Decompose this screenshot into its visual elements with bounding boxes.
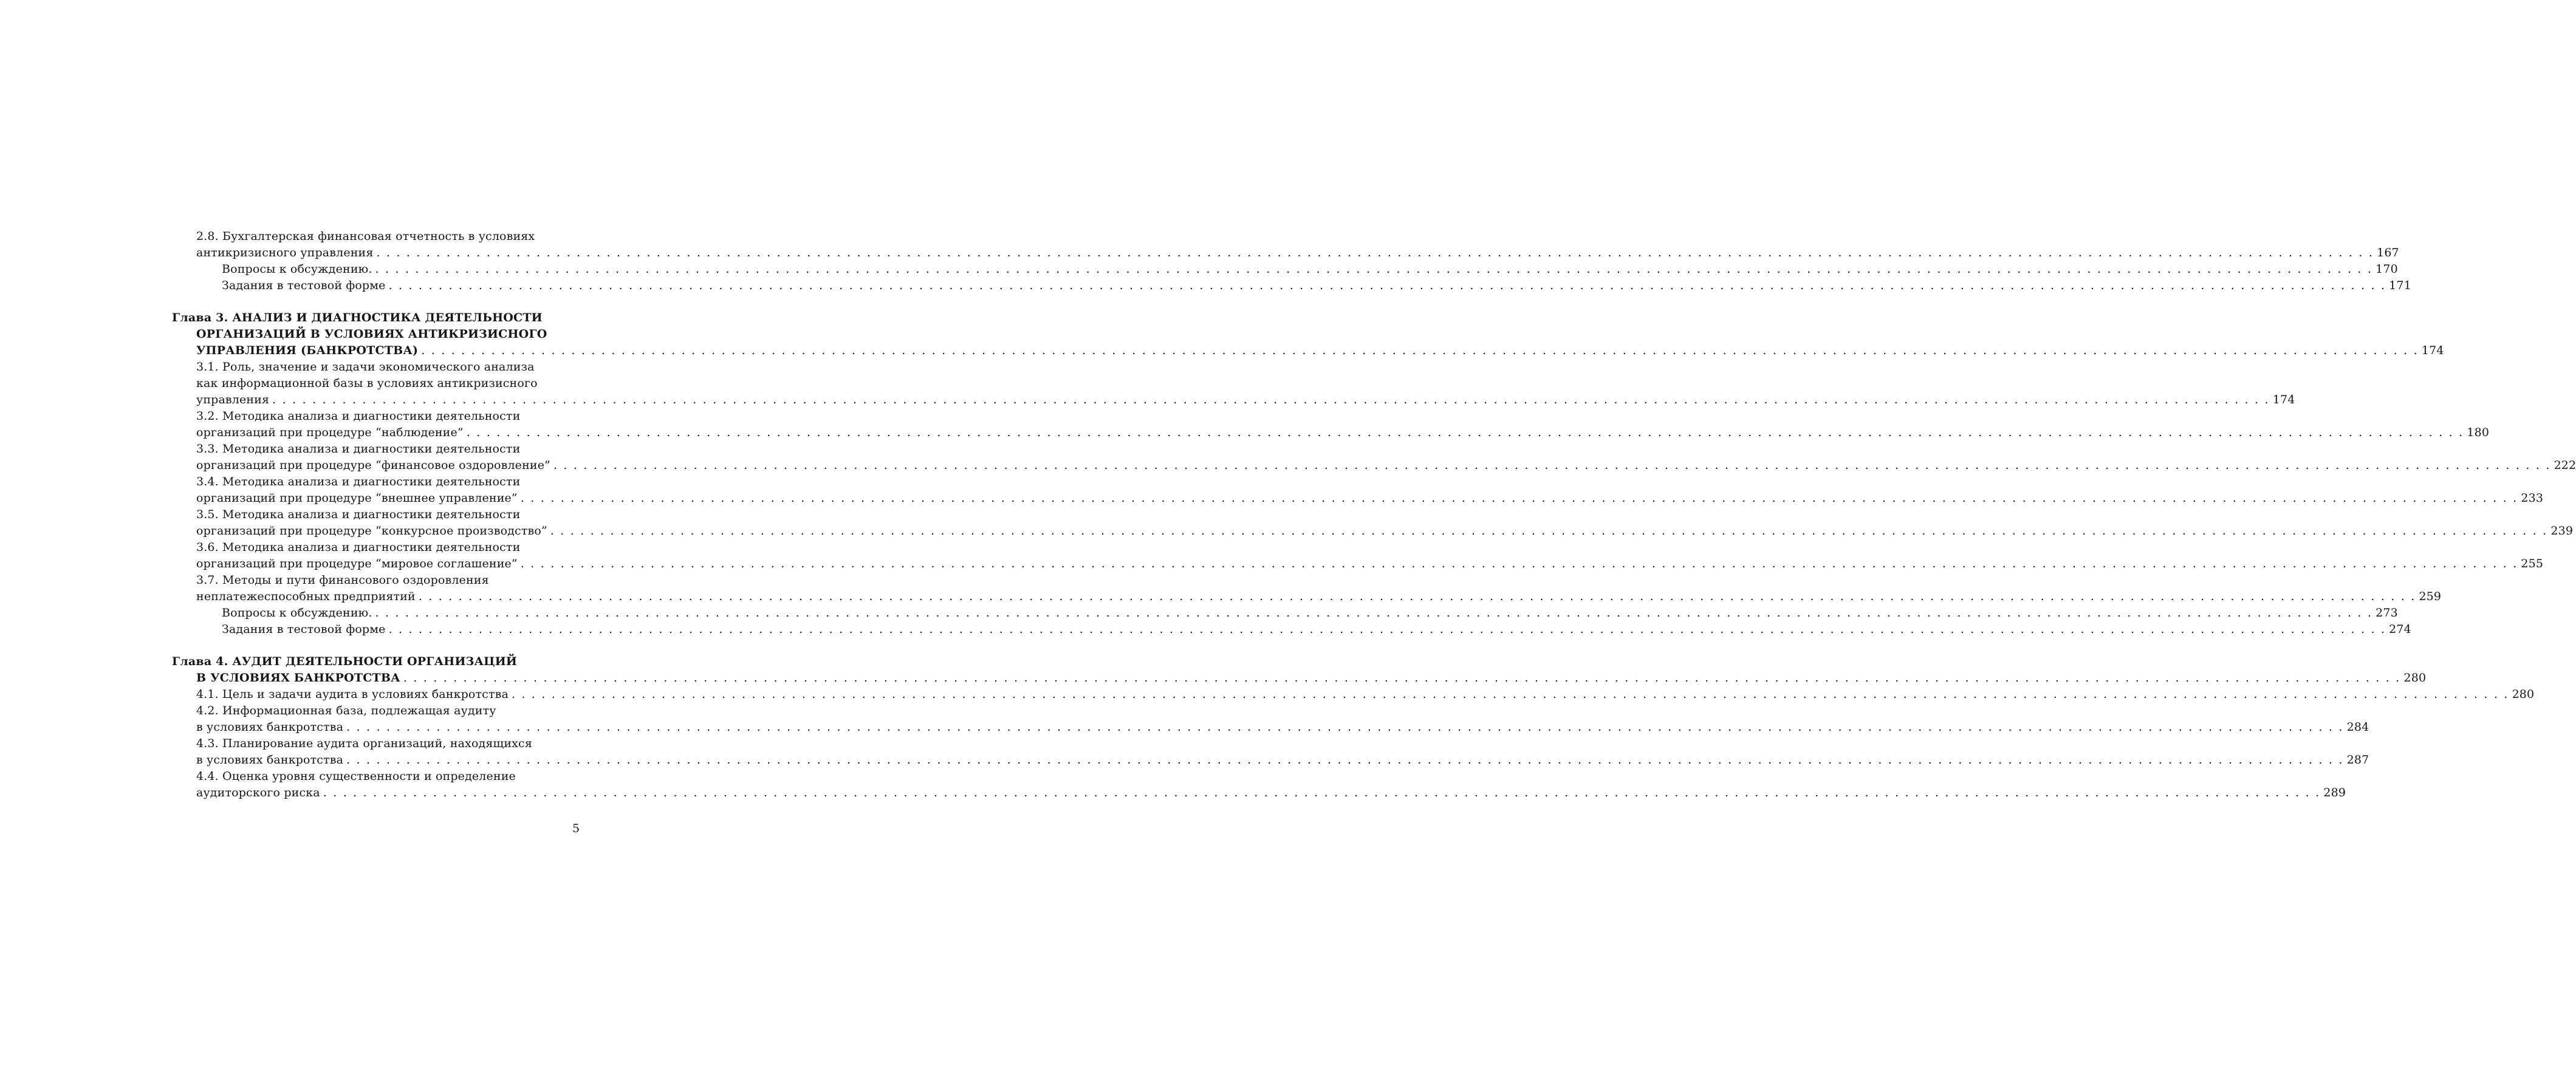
toc-page-number: 180 xyxy=(2467,426,2490,439)
toc-entry-line xyxy=(172,785,2346,801)
toc-entry-text: Задания в тестовой форме xyxy=(222,623,386,636)
dot-leader: . . . . . . . . . . . . . . . . . . . . . . . . . . . . . . . . . . . . . . . . . . . . . . . . . . . . . . . . . . . . . . . . . . . . . . . . . . . . . . . . . . . . . . . . . . . . . . . . . . . . . . . . . . . . . . . . . . . . . . . . . . . . . . . . . . . . . . . . . . . . . . . . . . . . . . . . . . . . . . . . . . . . . . . . . . . . . . . . . . . . . . . . . . . . . . . . . . . . . . . . xyxy=(388,623,2386,636)
toc-entry-line xyxy=(172,539,583,556)
toc-entry-line xyxy=(172,474,583,490)
dot-leader: . . . . . . . . . . . . . . . . . . . . . . . . . . . . . . . . . . . . . . . . . . . . . . . . . . . . . . . . . . . . . . . . . . . . . . . . . . . . . . . . . . . . . . . . . . . . . . . . . . . . . . . . . . . . . . . . . . . . . . . . . . . . . . . . . . . . . . . . . . . . . . . . . . . . . . . . . . . . . . . . . . . . . . . . . . . . . . . . . . . . . . . . . . . . . . . . . . . . . . . . xyxy=(346,753,2344,767)
toc-entry-text: организаций при процедуре “конкурсное производство” xyxy=(196,524,547,538)
dot-leader: . . . . . . . . . . . . . . . . . . . . . . . . . . . . . . . . . . . . . . . . . . . . . . . . . . . . . . . . . . . . . . . . . . . . . . . . . . . . . . . . . . . . . . . . . . . . . . . . . . . . . . . . . . . . . . . . . . . . . . . . . . . . . . . . . . . . . . . . . . . . . . . . . . . . . . . . . . . . . . . . . . . . . . . . . . . . . . . . . . . . . . . . . . . . . . . . . . . . . . . . xyxy=(421,344,2419,357)
dot-leader: . . . . . . . . . . . . . . . . . . . . . . . . . . . . . . . . . . . . . . . . . . . . . . . . . . . . . . . . . . . . . . . . . . . . . . . . . . . . . . . . . . . . . . . . . . . . . . . . . . . . . . . . . . . . . . . . . . . . . . . . . . . . . . . . . . . . . . . . . . . . . . . . . . . . . . . . . . . . . . . . . . . . . . . . . . . . . . . . . . . . . . . . . . . . . . . . . . . . . . . . xyxy=(388,279,2386,292)
toc-page-number: 274 xyxy=(2389,623,2411,636)
toc-entry-text: 4.3. Планирование аудита организаций, находящихся xyxy=(196,737,532,750)
page-number: 5 xyxy=(572,822,580,835)
toc-entry-line xyxy=(172,523,2574,539)
toc-entry-text: организаций при процедуре “финансовое оздоровление” xyxy=(196,459,550,472)
toc-entry-line xyxy=(172,621,2411,638)
toc-entry-line xyxy=(172,556,2544,572)
dot-leader: . . . . . . . . . . . . . . . . . . . . . . . . . . . . . . . . . . . . . . . . . . . . . . . . . . . . . . . . . . . . . . . . . . . . . . . . . . . . . . . . . . . . . . . . . . . . . . . . . . . . . . . . . . . . . . . . . . . . . . . . . . . . . . . . . . . . . . . . . . . . . . . . . . . . . . . . . . . . . . . . . . . . . . . . . . . . . . . . . . . . . . . . . . . . . . . . . . . . . . . . xyxy=(511,688,2509,701)
toc-entry-text: организаций при процедуре “мировое соглашение” xyxy=(196,557,518,570)
toc-page-number: 287 xyxy=(2346,753,2369,767)
toc-entry-line xyxy=(172,359,583,375)
toc-page-number: 280 xyxy=(2403,671,2427,685)
toc-entry-line xyxy=(172,261,2398,278)
toc-entry-text: 3.3. Методика анализа и диагностики деятельности xyxy=(196,442,521,456)
toc-entry-text: Глава 4. АУДИТ ДЕЯТЕЛЬНОСТИ ОРГАНИЗАЦИЙ xyxy=(172,655,518,668)
toc-entry-line xyxy=(172,703,583,719)
toc-entry-text: организаций при процедуре “наблюдение” xyxy=(196,426,464,439)
toc-page-number: 289 xyxy=(2323,786,2346,799)
toc-page-number: 174 xyxy=(2272,393,2295,406)
toc-entry-text: организаций при процедуре “внешнее управление” xyxy=(196,491,518,505)
toc-entry-text: в условиях банкротства xyxy=(196,753,344,767)
toc-page-number: 239 xyxy=(2550,524,2574,538)
toc-entry-text: 3.5. Методика анализа и диагностики деятельности xyxy=(196,508,521,521)
dot-leader: . . . . . . . . . . . . . . . . . . . . . . . . . . . . . . . . . . . . . . . . . . . . . . . . . . . . . . . . . . . . . . . . . . . . . . . . . . . . . . . . . . . . . . . . . . . . . . . . . . . . . . . . . . . . . . . . . . . . . . . . . . . . . . . . . . . . . . . . . . . . . . . . . . . . . . . . . . . . . . . . . . . . . . . . . . . . . . . . . . . . . . . . . . . . . . . . . . . . . . . . xyxy=(550,524,2548,538)
toc-entry-line xyxy=(172,392,2295,408)
toc-entry-line xyxy=(172,375,583,392)
toc-chapter-line xyxy=(172,310,583,326)
toc-chapter-line xyxy=(172,670,2427,686)
dot-leader: . . . . . . . . . . . . . . . . . . . . . . . . . . . . . . . . . . . . . . . . . . . . . . . . . . . . . . . . . . . . . . . . . . . . . . . . . . . . . . . . . . . . . . . . . . . . . . . . . . . . . . . . . . . . . . . . . . . . . . . . . . . . . . . . . . . . . . . . . . . . . . . . . . . . . . . . . . . . . . . . . . . . . . . . . . . . . . . . . . . . . . . . . . . . . . . . . . . . . . . . xyxy=(375,262,2373,276)
toc-chapter-line xyxy=(172,326,583,343)
toc-entry-text: Вопросы к обсуждению. xyxy=(222,606,372,620)
toc-entry-line xyxy=(172,768,583,785)
dot-leader: . . . . . . . . . . . . . . . . . . . . . . . . . . . . . . . . . . . . . . . . . . . . . . . . . . . . . . . . . . . . . . . . . . . . . . . . . . . . . . . . . . . . . . . . . . . . . . . . . . . . . . . . . . . . . . . . . . . . . . . . . . . . . . . . . . . . . . . . . . . . . . . . . . . . . . . . . . . . . . . . . . . . . . . . . . . . . . . . . . . . . . . . . . . . . . . . . . . . . . . . xyxy=(403,671,2401,685)
toc-entry-line xyxy=(172,278,2411,294)
toc-entry-line xyxy=(172,736,583,752)
toc-entry-text: 2.8. Бухгалтерская финансовая отчетность в условиях xyxy=(196,230,535,243)
toc-page-number: 170 xyxy=(2376,262,2398,276)
toc-entry-line xyxy=(172,408,583,425)
toc-entry-line xyxy=(172,245,2399,261)
toc-entry-line xyxy=(172,752,2369,768)
toc-entry-line xyxy=(172,572,583,589)
toc-page-number: 280 xyxy=(2512,688,2535,701)
toc-entry-text: аудиторского риска xyxy=(196,786,320,799)
table-of-contents xyxy=(172,228,2576,801)
toc-entry-text: 4.4. Оценка уровня существенности и определение xyxy=(196,770,516,783)
toc-entry-text: УПРАВЛЕНИЯ (БАНКРОТСТВА) xyxy=(196,344,419,357)
toc-entry-line xyxy=(172,441,583,457)
toc-entry-line xyxy=(172,425,2490,441)
toc-entry-text: 3.2. Методика анализа и диагностики деятельности xyxy=(196,409,521,423)
toc-entry-text: Вопросы к обсуждению. xyxy=(222,262,372,276)
dot-leader: . . . . . . . . . . . . . . . . . . . . . . . . . . . . . . . . . . . . . . . . . . . . . . . . . . . . . . . . . . . . . . . . . . . . . . . . . . . . . . . . . . . . . . . . . . . . . . . . . . . . . . . . . . . . . . . . . . . . . . . . . . . . . . . . . . . . . . . . . . . . . . . . . . . . . . . . . . . . . . . . . . . . . . . . . . . . . . . . . . . . . . . . . . . . . . . . . . . . . . . . xyxy=(520,491,2518,505)
toc-entry-line xyxy=(172,605,2398,621)
toc-entry-text: Задания в тестовой форме xyxy=(222,279,386,292)
dot-leader: . . . . . . . . . . . . . . . . . . . . . . . . . . . . . . . . . . . . . . . . . . . . . . . . . . . . . . . . . . . . . . . . . . . . . . . . . . . . . . . . . . . . . . . . . . . . . . . . . . . . . . . . . . . . . . . . . . . . . . . . . . . . . . . . . . . . . . . . . . . . . . . . . . . . . . . . . . . . . . . . . . . . . . . . . . . . . . . . . . . . . . . . . . . . . . . . . . . . . . . . xyxy=(553,459,2551,472)
toc-entry-text: как информационной базы в условиях антикризисного xyxy=(196,377,538,390)
dot-leader: . . . . . . . . . . . . . . . . . . . . . . . . . . . . . . . . . . . . . . . . . . . . . . . . . . . . . . . . . . . . . . . . . . . . . . . . . . . . . . . . . . . . . . . . . . . . . . . . . . . . . . . . . . . . . . . . . . . . . . . . . . . . . . . . . . . . . . . . . . . . . . . . . . . . . . . . . . . . . . . . . . . . . . . . . . . . . . . . . . . . . . . . . . . . . . . . . . . . . . . . xyxy=(466,426,2464,439)
toc-page-number: 174 xyxy=(2421,344,2444,357)
dot-leader: . . . . . . . . . . . . . . . . . . . . . . . . . . . . . . . . . . . . . . . . . . . . . . . . . . . . . . . . . . . . . . . . . . . . . . . . . . . . . . . . . . . . . . . . . . . . . . . . . . . . . . . . . . . . . . . . . . . . . . . . . . . . . . . . . . . . . . . . . . . . . . . . . . . . . . . . . . . . . . . . . . . . . . . . . . . . . . . . . . . . . . . . . . . . . . . . . . . . . . . . xyxy=(520,557,2518,570)
toc-entry-line xyxy=(172,686,2535,703)
toc-page-number: 259 xyxy=(2419,590,2442,603)
toc-entry-line xyxy=(172,589,2442,605)
toc-page-number: 255 xyxy=(2521,557,2544,570)
toc-page-number: 233 xyxy=(2521,491,2544,505)
toc-chapter-line xyxy=(172,343,2444,359)
dot-leader: . . . . . . . . . . . . . . . . . . . . . . . . . . . . . . . . . . . . . . . . . . . . . . . . . . . . . . . . . . . . . . . . . . . . . . . . . . . . . . . . . . . . . . . . . . . . . . . . . . . . . . . . . . . . . . . . . . . . . . . . . . . . . . . . . . . . . . . . . . . . . . . . . . . . . . . . . . . . . . . . . . . . . . . . . . . . . . . . . . . . . . . . . . . . . . . . . . . . . . . . xyxy=(323,786,2321,799)
toc-page-number: 273 xyxy=(2376,606,2398,620)
toc-entry-line xyxy=(172,228,583,245)
toc-entry-text: Глава 3. АНАЛИЗ И ДИАГНОСТИКА ДЕЯТЕЛЬНОСТИ xyxy=(172,311,543,324)
toc-chapter-line xyxy=(172,654,583,670)
toc-page-number: 167 xyxy=(2377,246,2399,259)
toc-entry-text: 3.4. Методика анализа и диагностики деятельности xyxy=(196,475,521,488)
dot-leader: . . . . . . . . . . . . . . . . . . . . . . . . . . . . . . . . . . . . . . . . . . . . . . . . . . . . . . . . . . . . . . . . . . . . . . . . . . . . . . . . . . . . . . . . . . . . . . . . . . . . . . . . . . . . . . . . . . . . . . . . . . . . . . . . . . . . . . . . . . . . . . . . . . . . . . . . . . . . . . . . . . . . . . . . . . . . . . . . . . . . . . . . . . . . . . . . . . . . . . . . xyxy=(272,393,2270,406)
toc-entry-text: 3.7. Методы и пути финансового оздоровления xyxy=(196,573,489,587)
dot-leader: . . . . . . . . . . . . . . . . . . . . . . . . . . . . . . . . . . . . . . . . . . . . . . . . . . . . . . . . . . . . . . . . . . . . . . . . . . . . . . . . . . . . . . . . . . . . . . . . . . . . . . . . . . . . . . . . . . . . . . . . . . . . . . . . . . . . . . . . . . . . . . . . . . . . . . . . . . . . . . . . . . . . . . . . . . . . . . . . . . . . . . . . . . . . . . . . . . . . . . . . xyxy=(375,606,2373,620)
toc-entry-text: 4.2. Информационная база, подлежащая аудиту xyxy=(196,704,496,717)
toc-entry-line xyxy=(172,457,2576,474)
toc-entry-text: антикризисного управления xyxy=(196,246,374,259)
toc-entry-line xyxy=(172,719,2369,736)
toc-page-number: 284 xyxy=(2346,720,2369,734)
toc-entry-text: В УСЛОВИЯХ БАНКРОТСТВА xyxy=(196,671,400,685)
toc-entry-line xyxy=(172,507,583,523)
toc-entry-text: 4.1. Цель и задачи аудита в условиях банкротства xyxy=(196,688,509,701)
dot-leader: . . . . . . . . . . . . . . . . . . . . . . . . . . . . . . . . . . . . . . . . . . . . . . . . . . . . . . . . . . . . . . . . . . . . . . . . . . . . . . . . . . . . . . . . . . . . . . . . . . . . . . . . . . . . . . . . . . . . . . . . . . . . . . . . . . . . . . . . . . . . . . . . . . . . . . . . . . . . . . . . . . . . . . . . . . . . . . . . . . . . . . . . . . . . . . . . . . . . . . . . xyxy=(418,590,2416,603)
toc-entry-text: управления xyxy=(196,393,270,406)
toc-entry-text: 3.6. Методика анализа и диагностики деятельности xyxy=(196,541,521,554)
toc-entry-text: в условиях банкротства xyxy=(196,720,344,734)
toc-page-number: 171 xyxy=(2389,279,2411,292)
toc-page-number: 222 xyxy=(2554,459,2576,472)
dot-leader: . . . . . . . . . . . . . . . . . . . . . . . . . . . . . . . . . . . . . . . . . . . . . . . . . . . . . . . . . . . . . . . . . . . . . . . . . . . . . . . . . . . . . . . . . . . . . . . . . . . . . . . . . . . . . . . . . . . . . . . . . . . . . . . . . . . . . . . . . . . . . . . . . . . . . . . . . . . . . . . . . . . . . . . . . . . . . . . . . . . . . . . . . . . . . . . . . . . . . . . . xyxy=(346,720,2344,734)
toc-entry-text: неплатежеспособных предприятий xyxy=(196,590,416,603)
toc-entry-line xyxy=(172,490,2544,507)
dot-leader: . . . . . . . . . . . . . . . . . . . . . . . . . . . . . . . . . . . . . . . . . . . . . . . . . . . . . . . . . . . . . . . . . . . . . . . . . . . . . . . . . . . . . . . . . . . . . . . . . . . . . . . . . . . . . . . . . . . . . . . . . . . . . . . . . . . . . . . . . . . . . . . . . . . . . . . . . . . . . . . . . . . . . . . . . . . . . . . . . . . . . . . . . . . . . . . . . . . . . . . . xyxy=(376,246,2374,259)
toc-entry-text: ОРГАНИЗАЦИЙ В УСЛОВИЯХ АНТИКРИЗИСНОГО xyxy=(196,327,547,341)
toc-entry-text: 3.1. Роль, значение и задачи экономического анализа xyxy=(196,360,535,374)
